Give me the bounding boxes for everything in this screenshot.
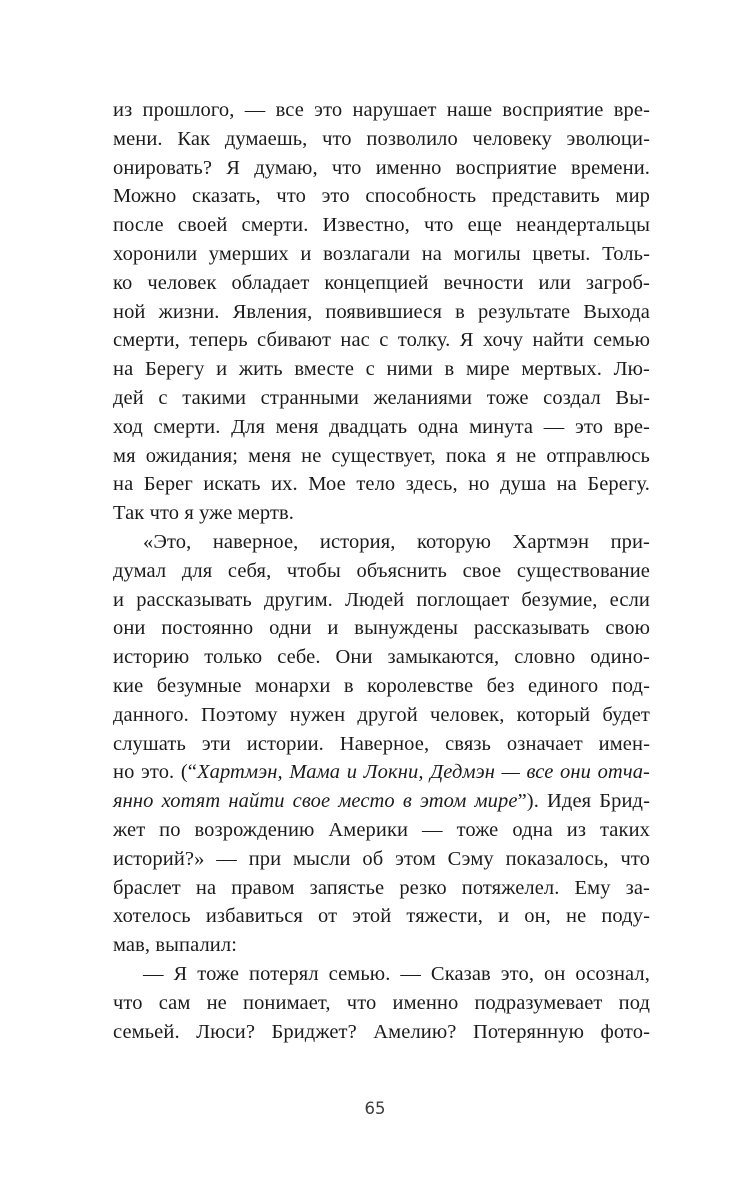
text-segment: смерти, теперь сбивают нас с толку. Я хочу найти семью — [113, 329, 650, 352]
text-line — [113, 672, 650, 701]
text-segment: но это. (“ — [113, 761, 197, 784]
text-line — [113, 730, 650, 759]
text-segment: жет по возрождению Америки — тоже одна из таких — [113, 818, 650, 841]
text-segment: кие безумные монархи в королевстве без единого под- — [113, 674, 650, 697]
text-segment: хотелось избавиться от этой тяжести, и он, не поду- — [113, 905, 650, 928]
text-line — [113, 125, 650, 154]
text-line — [113, 269, 650, 298]
text-segment: мав, выпалил: — [113, 934, 237, 957]
text-line — [113, 384, 650, 413]
text-segment: данного. Поэтому нужен другой человек, который будет — [113, 703, 650, 726]
text-line — [113, 874, 650, 903]
book-page-text — [113, 96, 650, 1046]
text-segment: на Берегу и жить вместе с ними в мире мертвых. Лю- — [113, 358, 650, 381]
text-line — [113, 787, 650, 816]
text-segment: браслет на правом запястье резко потяжелел. Ему за- — [113, 876, 650, 899]
text-line — [113, 182, 650, 211]
text-line — [113, 499, 650, 528]
text-line — [113, 758, 650, 787]
text-segment: мени. Как думаешь, что позволило человеку эволюци- — [113, 127, 650, 150]
text-line — [113, 931, 650, 960]
text-line — [113, 96, 650, 125]
page-number: 65 — [364, 1099, 386, 1118]
text-line — [113, 1018, 650, 1047]
text-segment: они постоянно одни и вынуждены рассказывать свою — [113, 617, 650, 640]
text-segment: после своей смерти. Известно, что еще неандертальцы — [113, 214, 650, 237]
text-segment: «Это, наверное, история, которую Хартмэн при- — [143, 530, 650, 553]
text-segment: ко человек обладает концепцией вечности или загроб- — [113, 271, 650, 294]
text-segment: Можно сказать, что это способность представить мир — [113, 185, 650, 208]
text-segment: на Берег искать их. Мое тело здесь, но душа на Берегу. — [113, 473, 650, 496]
text-line — [113, 701, 650, 730]
text-segment: дей с такими странными желаниями тоже создал Вы- — [113, 386, 650, 409]
text-segment: из прошлого, — все это нарушает наше восприятие вре- — [113, 99, 650, 121]
text-line — [113, 557, 650, 586]
text-line — [113, 643, 650, 672]
text-line — [113, 413, 650, 442]
text-segment: хоронили умерших и возлагали на могилы цветы. Толь- — [113, 242, 650, 265]
text-line — [113, 470, 650, 499]
text-segment: думал для себя, чтобы объяснить свое существование — [113, 559, 650, 582]
text-line — [113, 960, 650, 989]
text-segment: Так что я уже мертв. — [113, 502, 295, 525]
text-line — [113, 326, 650, 355]
text-segment: и рассказывать другим. Людей поглощает безумие, если — [113, 588, 650, 611]
italic-text-segment: янно хотят найти свое место в этом мире — [113, 790, 518, 813]
paragraph — [113, 528, 650, 960]
text-line — [113, 211, 650, 240]
text-line — [113, 902, 650, 931]
text-line — [113, 989, 650, 1018]
text-line — [113, 240, 650, 269]
text-segment: ход смерти. Для меня двадцать одна минута — это вре- — [113, 415, 650, 438]
text-line — [113, 614, 650, 643]
text-line — [113, 586, 650, 615]
paragraph — [113, 960, 650, 1046]
text-segment: что сам не понимает, что именно подразумевает под — [113, 991, 650, 1014]
text-line — [113, 154, 650, 183]
text-segment: — Я тоже потерял семью. — Сказав это, он осознал, — [143, 962, 650, 985]
paragraph — [113, 96, 650, 528]
italic-text-segment: Хартмэн, Мама и Локни, Дедмэн — все они отча- — [197, 761, 650, 784]
text-segment: слушать эти истории. Наверное, связь означает имен- — [113, 732, 650, 755]
text-segment: историй?» — при мысли об этом Сэму показалось, что — [113, 847, 650, 870]
text-line — [113, 298, 650, 327]
text-segment: онировать? Я думаю, что именно восприятие времени. — [113, 156, 650, 179]
text-segment: мя ожидания; меня не существует, пока я не отправлюсь — [113, 444, 650, 467]
text-segment: семьей. Люси? Бриджет? Амелию? Потерянную фото- — [113, 1020, 650, 1043]
text-line — [113, 845, 650, 874]
text-line — [113, 528, 650, 557]
text-line — [113, 816, 650, 845]
text-segment: ”). Идея Брид- — [517, 790, 650, 813]
text-segment: ной жизни. Явления, появившиеся в результате Выхода — [113, 300, 650, 323]
text-segment: историю только себе. Они замыкаются, словно одино- — [113, 646, 650, 669]
text-line — [113, 355, 650, 384]
text-line — [113, 442, 650, 471]
